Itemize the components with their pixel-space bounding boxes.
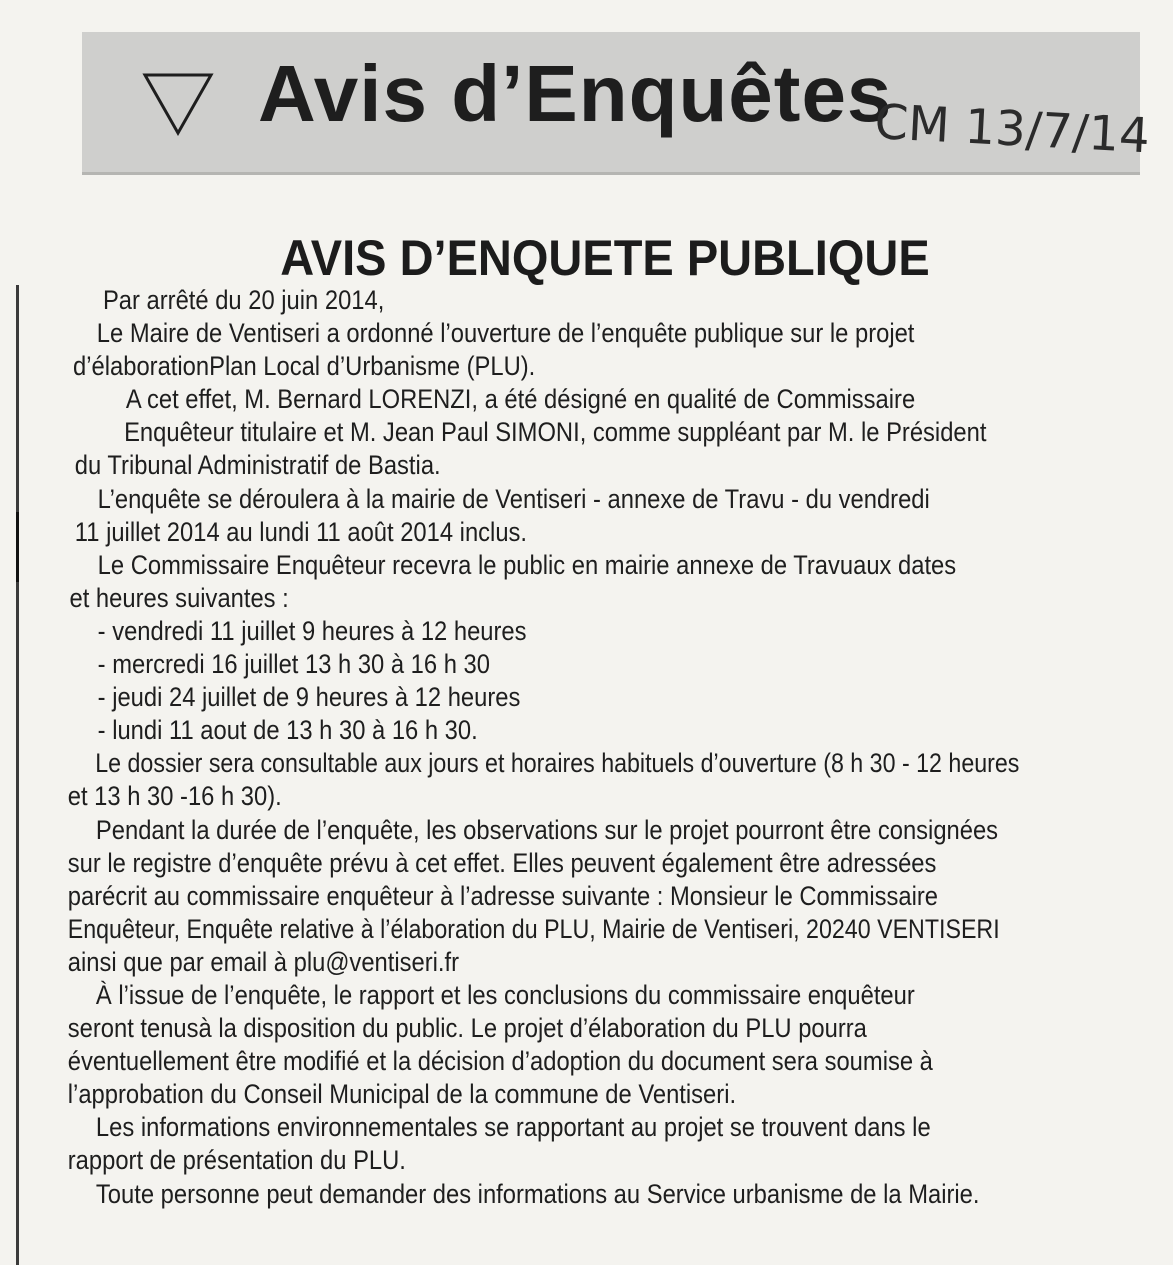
notice-line: Enquêteur titulaire et M. Jean Paul SIMONI, comme suppléant par M. le Président <box>124 417 987 448</box>
notice-line: du Tribunal Administratif de Bastia. <box>74 450 441 481</box>
notice-line: seront tenusà la disposition du public. Le projet d’élaboration du PLU pourra <box>67 1013 867 1044</box>
notice-line: Pendant la durée de l’enquête, les observations sur le projet pourront être consignées <box>95 814 999 845</box>
schedule-line: - lundi 11 aout de 13 h 30 à 16 h 30. <box>97 715 478 746</box>
notice-line: À l’issue de l’enquête, le rapport et les conclusions du commissaire enquêteur <box>95 979 915 1010</box>
notice-line: Le Commissaire Enquêteur recevra le public en mairie annexe de Travuaux dates <box>97 549 957 580</box>
notice-title: AVIS D’ENQUETE PUBLIQUE <box>280 230 930 286</box>
notice-line: Les informations environnementales se rapportant au projet se trouvent dans le <box>95 1112 931 1143</box>
notice-line: et 13 h 30 -16 h 30). <box>67 781 282 812</box>
handwritten-note: CM 13/7/14 <box>873 94 1152 165</box>
notice-line: A cet effet, M. Bernard LORENZI, a été désigné en qualité de Commissaire <box>125 384 916 415</box>
notice-line: rapport de présentation du PLU. <box>67 1145 406 1176</box>
clipping-left-mark <box>16 512 19 582</box>
notice-line: ainsi que par email à plu@ventiseri.fr <box>67 946 460 977</box>
schedule-line: - mercredi 16 juillet 13 h 30 à 16 h 30 <box>97 649 490 680</box>
schedule-line: - jeudi 24 juillet de 9 heures à 12 heures <box>97 682 521 713</box>
notice-line: Par arrêté du 20 juin 2014, <box>102 285 385 315</box>
notice-line: et heures suivantes : <box>69 582 289 613</box>
notice-line: Le dossier sera consultable aux jours et horaires habituels d’ouverture (8 h 30 - 12 heures <box>95 748 1020 779</box>
notice-line: Le Maire de Ventiseri a ordonné l’ouverture de l’enquête publique sur le projet <box>96 318 915 349</box>
notice-line: Enquêteur, Enquête relative à l’élaboration du PLU, Mairie de Ventiseri, 20240 VENTISERI <box>67 913 1000 944</box>
notice-line: parécrit au commissaire enquêteur à l’adresse suivante : Monsieur le Commissaire <box>67 880 939 911</box>
rubric-part-enquetes: Enquêtes <box>524 49 893 138</box>
notice-body <box>66 284 1173 1211</box>
schedule-line: - vendredi 11 juillet 9 heures à 12 heures <box>97 615 527 646</box>
notice-line: d’élaborationPlan Local d’Urbanisme (PLU). <box>73 351 536 382</box>
notice-line: 11 juillet 2014 au lundi 11 août 2014 inclus. <box>74 516 528 547</box>
down-triangle-icon <box>142 72 214 136</box>
notice-line: L’enquête se déroulera à la mairie de Ventiseri - annexe de Travu - du vendredi <box>97 483 930 514</box>
notice-line: Toute personne peut demander des informations au Service urbanisme de la Mairie. <box>95 1178 980 1209</box>
rubric-part-avis: Avis d’ <box>258 49 525 138</box>
section-rubric <box>258 49 893 138</box>
notice-line: éventuellement être modifié et la décision d’adoption du document sera soumise à <box>67 1046 933 1077</box>
notice-line: l’approbation du Conseil Municipal de la commune de Ventiseri. <box>67 1079 737 1110</box>
notice-line: sur le registre d’enquête prévu à cet effet. Elles peuvent également être adressées <box>67 847 937 878</box>
clipping-left-edge <box>16 285 19 1265</box>
